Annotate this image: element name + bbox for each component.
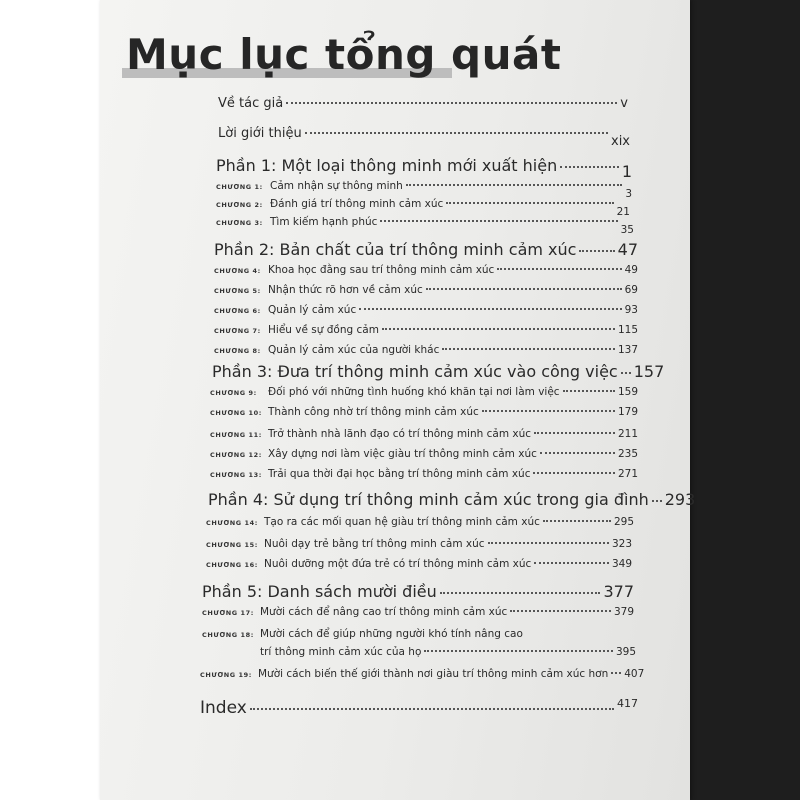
chapter-number: CHƯƠNG 3: [216,219,263,227]
toc-page-number: 47 [617,240,638,259]
chapter-title: Mười cách biến thế giới thành nơi giàu trí thông minh cảm xúc hơn [258,668,609,680]
toc-page-number: 395 [615,646,636,658]
leader-dots [534,562,609,564]
leader-dots [563,390,615,392]
leader-dots [382,328,615,330]
toc-page-number: 323 [611,538,632,550]
toc-chapter-label [216,180,403,192]
toc-front-entry [218,96,628,111]
leader-dots [488,542,609,544]
toc-chapter-entry [216,198,630,218]
leader-dots [482,410,615,412]
leader-dots [406,184,622,186]
chapter-title: Đánh giá trí thông minh cảm xúc [270,198,444,210]
toc-chapter-label [206,516,540,528]
chapter-title: Nhận thức rõ hơn về cảm xúc [268,284,423,296]
chapter-number: CHƯƠNG 5: [214,287,261,295]
leader-dots [446,202,613,204]
toc-chapter-entry [216,216,634,236]
leader-dots [560,166,619,168]
chapter-number: CHƯƠNG 13: [210,471,263,479]
leader-dots [440,592,601,594]
toc-page-number: 137 [617,344,638,356]
chapter-title: Thành công nhờ trí thông minh cảm xúc [268,406,479,418]
toc-part-label: Phần 1: Một loại thông minh mới xuất hiện [216,156,558,175]
chapter-number: CHƯƠNG 1: [216,183,263,191]
toc-page-number: 379 [613,606,634,618]
toc-chapter-label [214,284,423,296]
toc-part-entry [214,240,638,259]
chapter-number: CHƯƠNG 19: [200,671,253,679]
toc-page-number: 1 [621,162,632,181]
toc-page-number: 157 [633,362,665,381]
toc-chapter-label [210,386,560,398]
toc-page-number: 49 [624,264,638,276]
toc-part-entry [212,362,665,381]
leader-dots [305,132,608,134]
toc-page-number: 159 [617,386,638,398]
leader-dots [534,432,615,434]
chapter-title: Tìm kiếm hạnh phúc [270,216,378,228]
chapter-title: Khoa học đằng sau trí thông minh cảm xúc [268,264,495,276]
leader-dots [497,268,621,270]
toc-part-label: Phần 3: Đưa trí thông minh cảm xúc vào công việc [212,362,618,381]
leader-dots [380,220,617,222]
toc-page-number: 115 [617,324,638,336]
chapter-number: CHƯƠNG 16: [206,561,259,569]
leader-dots [426,288,622,290]
leader-dots [540,452,615,454]
toc-front-entry [218,126,630,149]
chapter-number: CHƯƠNG 7: [214,327,261,335]
chapter-number: CHƯƠNG 10: [210,409,263,417]
leader-dots [611,672,621,674]
chapter-title: Quản lý cảm xúc [268,304,357,316]
chapter-title: Nuôi dưỡng một đứa trẻ có trí thông minh cảm xúc [264,558,532,570]
chapter-title: Hiểu về sự đồng cảm [268,324,379,336]
toc-page-number: v [620,96,628,111]
toc-index-label: Index [200,698,247,718]
toc-page-number: 69 [624,284,638,296]
toc-page-number: 377 [603,582,634,601]
chapter-number: CHƯƠNG 6: [214,307,261,315]
right-background [680,0,800,800]
toc-chapter-entry [214,264,638,276]
chapter-number: CHƯƠNG 15: [206,541,259,549]
chapter-number: CHƯƠNG 4: [214,267,261,275]
toc-chapter-label [210,428,531,440]
toc-page-number: 271 [617,468,638,480]
toc-page-number: 21 [616,206,630,218]
toc-chapter-label [210,448,537,460]
toc-chapter-label [210,468,530,480]
chapter-title: Nuôi dạy trẻ bằng trí thông minh cảm xúc [264,538,485,550]
toc-page-number: xix [611,134,630,149]
toc-chapter-entry [214,324,638,336]
chapter-title: Mười cách để giúp những người khó tính nâng cao [260,628,523,640]
leader-dots [621,372,631,374]
leader-dots [533,472,614,474]
toc-chapter-entry [202,606,634,618]
leader-dots [442,348,615,350]
leader-dots [579,250,614,252]
toc-chapter-label [202,628,523,640]
toc-chapter-entry [210,448,638,460]
toc-chapter-continuation [260,646,636,658]
toc-chapter-entry [206,516,634,528]
chapter-number: CHƯƠNG 14: [206,519,259,527]
chapter-title: Cảm nhận sự thông minh [270,180,403,192]
toc-page-number: 417 [617,697,638,710]
toc-chapter-label [202,606,507,618]
left-background [0,0,100,800]
toc-page-number: 293 [664,490,696,509]
toc-chapter-label [214,324,379,336]
leader-dots [652,500,662,502]
chapter-number: CHƯƠNG 9: [210,389,257,397]
chapter-title: Trải qua thời đại học bằng trí thông minh cảm xúc [268,468,531,480]
page-title: Mục lục tổng quát [126,30,562,79]
toc-page-number: 35 [620,224,634,236]
toc-page-number: 3 [625,188,632,200]
leader-dots [359,308,621,310]
toc-page-number: 349 [611,558,632,570]
toc-part-entry [216,156,632,181]
toc-entry-label: Lời giới thiệu [218,126,302,141]
toc-chapter-label [216,216,377,228]
toc-part-label: Phần 5: Danh sách mười điều [202,582,437,601]
leader-dots [250,708,614,710]
leader-dots [286,102,617,104]
toc-chapter-entry [202,628,542,640]
toc-chapter-entry [206,558,632,570]
toc-part-entry [202,582,634,601]
toc-chapter-entry [216,180,632,200]
toc-part-label: Phần 2: Bản chất của trí thông minh cảm xúc [214,240,577,259]
toc-page-number: 235 [617,448,638,460]
table-of-contents [100,0,696,800]
toc-chapter-entry [206,538,632,550]
toc-chapter-label [214,304,356,316]
chapter-number: CHƯƠNG 2: [216,201,263,209]
book-page [100,0,696,800]
toc-chapter-label [206,538,485,550]
chapter-title: Xây dựng nơi làm việc giàu trí thông minh cảm xúc [268,448,537,460]
chapter-number: CHƯƠNG 18: [202,631,255,639]
toc-index-entry [200,698,638,718]
toc-chapter-label [210,406,479,418]
chapter-title: Đối phó với những tình huống khó khăn tại nơi làm việc [268,386,560,398]
toc-chapter-label [214,344,439,356]
leader-dots [424,650,613,652]
toc-chapter-entry [210,468,638,480]
toc-chapter-label [214,264,494,276]
toc-chapter-entry [200,668,645,680]
toc-page-number: 93 [624,304,638,316]
leader-dots [510,610,611,612]
chapter-number: CHƯƠNG 12: [210,451,263,459]
chapter-title-continued: trí thông minh cảm xúc của họ [260,646,422,658]
toc-chapter-label [200,668,608,680]
toc-chapter-entry [210,428,638,440]
toc-entry-label: Về tác giả [218,96,284,111]
toc-chapter-label [216,198,443,210]
toc-part-label: Phần 4: Sử dụng trí thông minh cảm xúc trong gia đình [208,490,649,509]
chapter-title: Trở thành nhà lãnh đạo có trí thông minh cảm xúc [268,428,532,440]
toc-page-number: 179 [617,406,638,418]
leader-dots [543,520,611,522]
toc-chapter-entry [210,406,638,418]
toc-chapter-entry [214,284,638,296]
chapter-number: CHƯƠNG 17: [202,609,255,617]
toc-page-number: 211 [617,428,638,440]
chapter-number: CHƯƠNG 11: [210,431,263,439]
toc-chapter-entry [210,386,638,398]
toc-chapter-entry [214,344,638,356]
toc-chapter-entry [214,304,638,316]
toc-part-entry [208,490,696,509]
chapter-title: Mười cách để nâng cao trí thông minh cảm xúc [260,606,508,618]
chapter-title: Quản lý cảm xúc của người khác [268,344,440,356]
toc-page-number: 407 [624,668,645,680]
toc-page-number: 295 [613,516,634,528]
chapter-title: Tạo ra các mối quan hệ giàu trí thông minh cảm xúc [264,516,540,528]
chapter-number: CHƯƠNG 8: [214,347,261,355]
toc-chapter-label [206,558,531,570]
